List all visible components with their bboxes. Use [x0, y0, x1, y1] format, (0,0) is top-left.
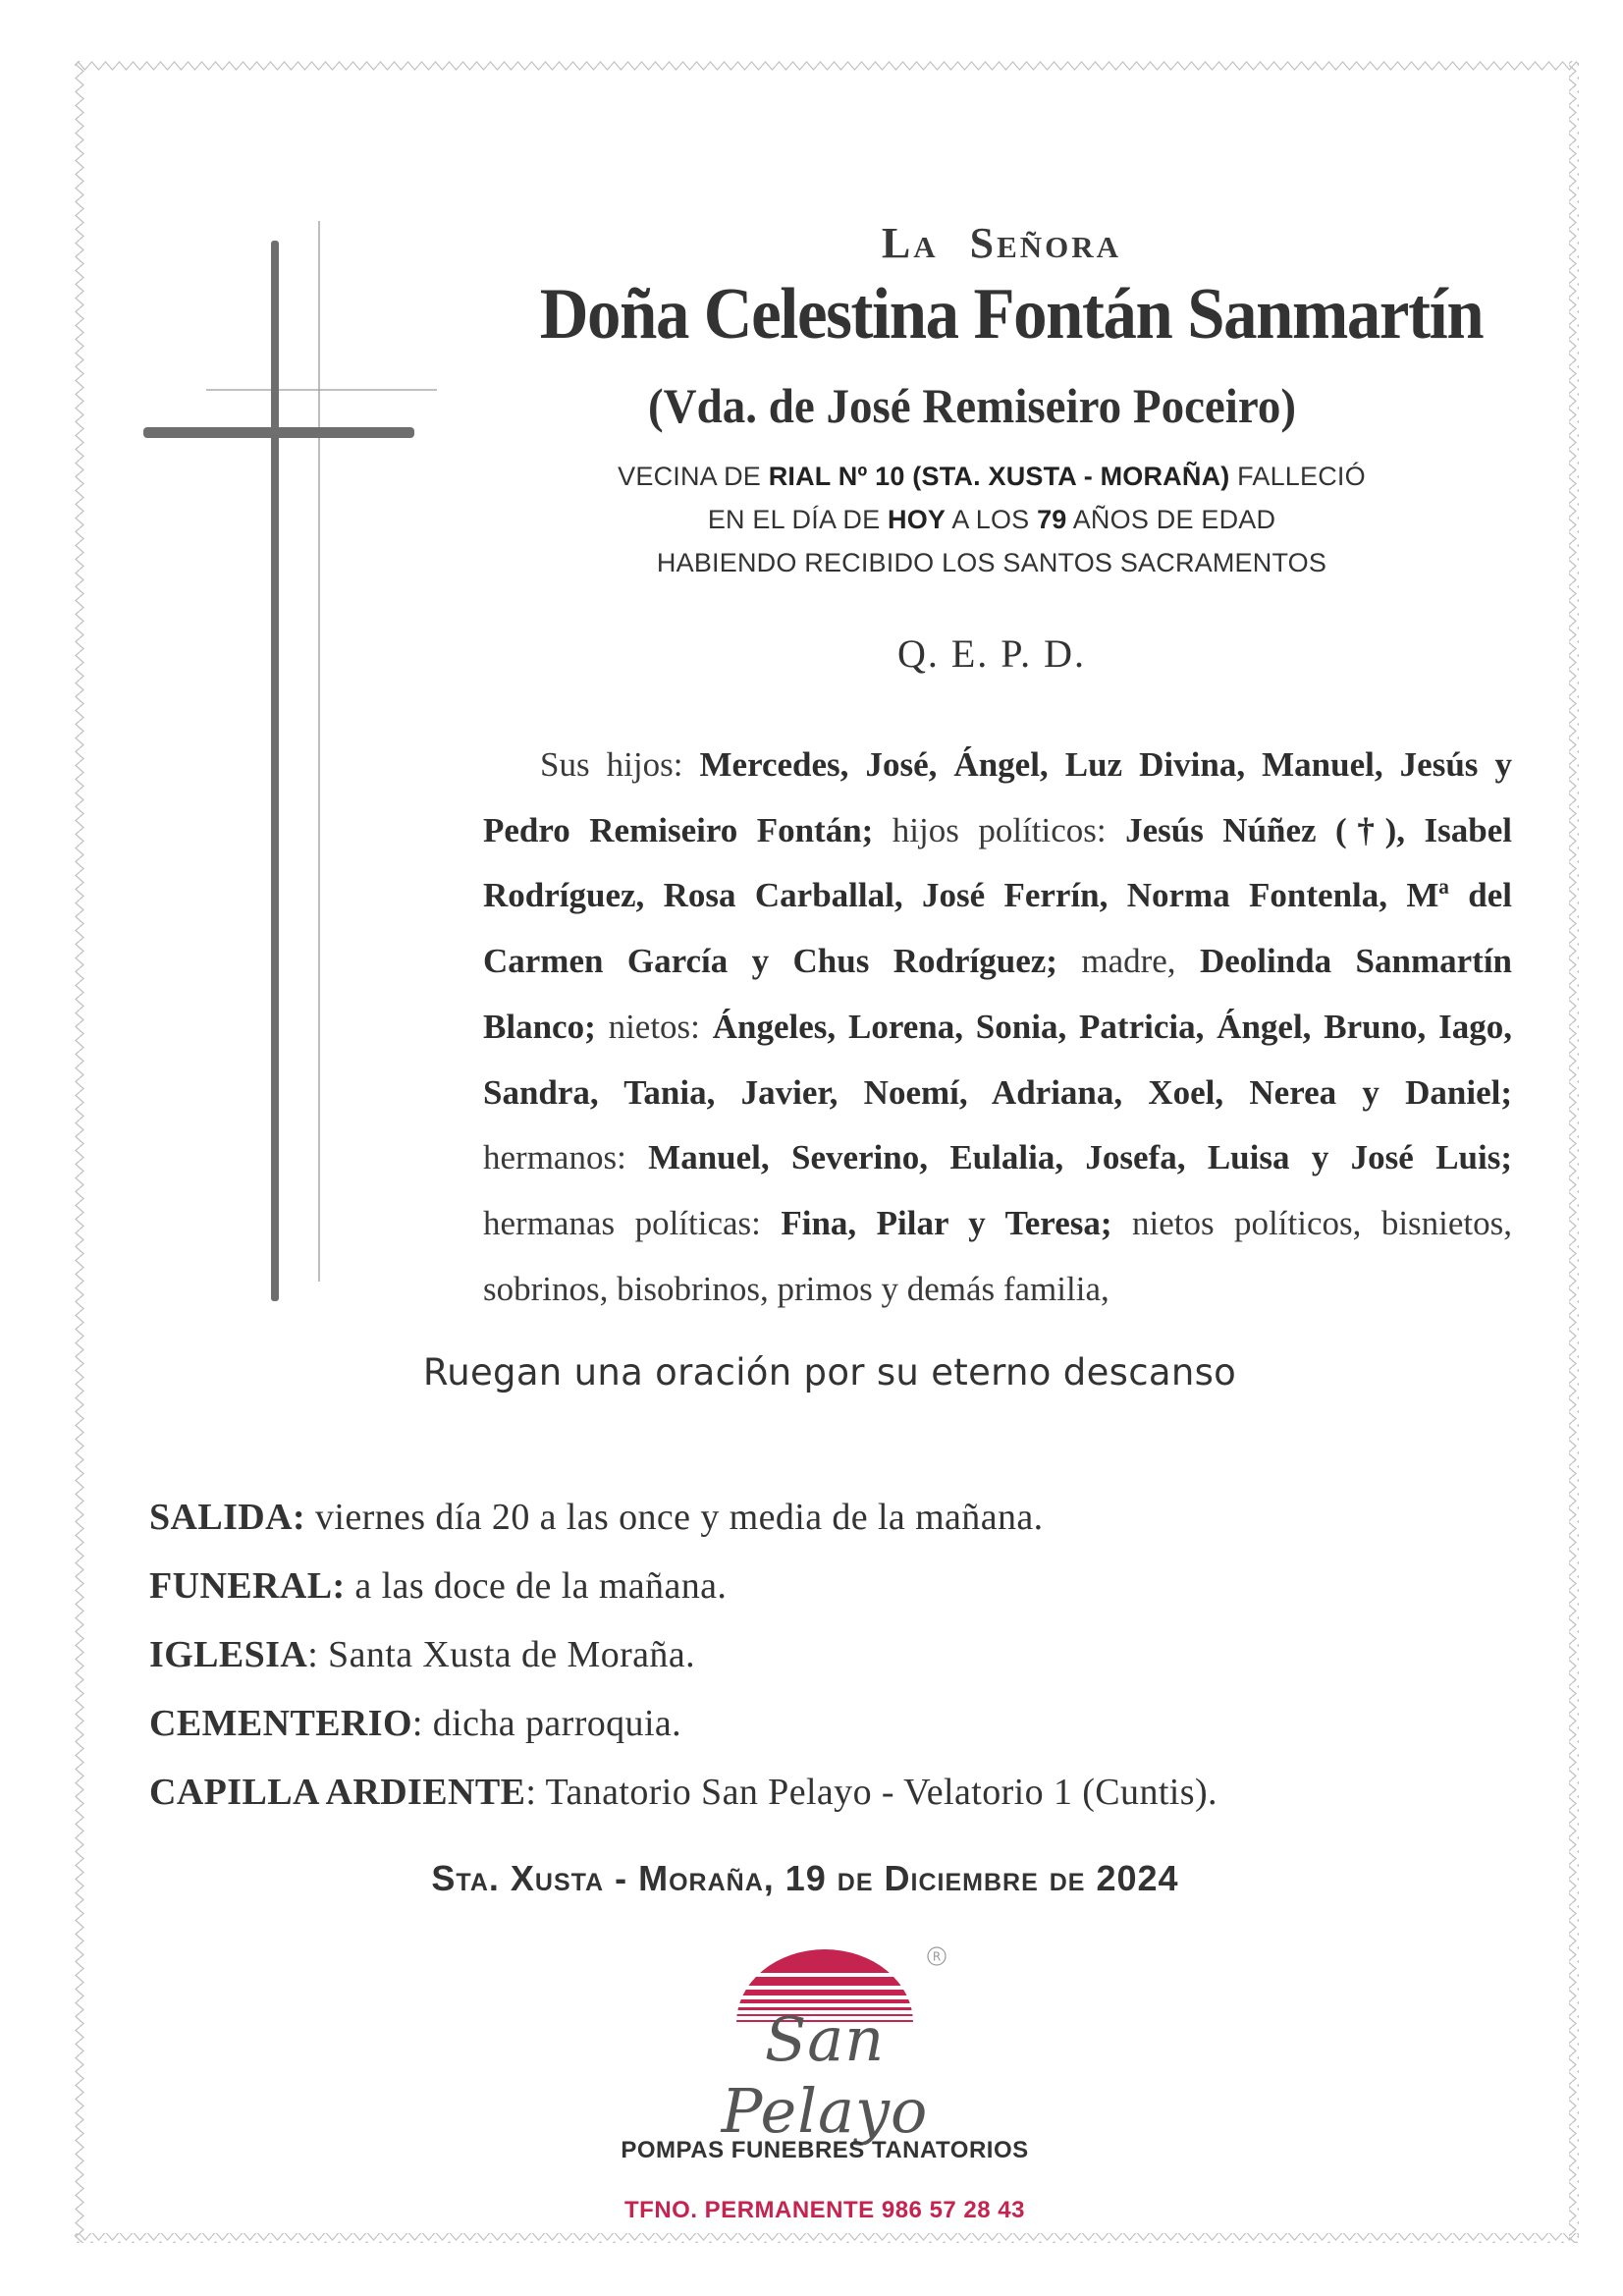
cross-icon [137, 221, 442, 1311]
detail-capilla: CAPILLA ARDIENTE: Tanatorio San Pelayo - Velatorio 1 (Cuntis). [149, 1772, 1217, 1813]
service-details [149, 1483, 1217, 1827]
company-tagline: POMPAS FUNEBRES TANATORIOS [621, 2137, 1029, 2163]
prayer-request: Ruegan una oración por su eterno descanso [422, 1351, 1237, 1394]
pre-title: La Señora [881, 219, 1122, 267]
qepd: Q. E. P. D. [896, 631, 1087, 676]
age-line: EN EL DÍA DE HOY A LOS 79 AÑOS DE EDAD [707, 505, 1276, 534]
place-and-date: Sta. Xusta - Moraña, 19 de Diciembre de 2024 [431, 1858, 1179, 1898]
widow-of: (Vda. de José Remiseiro Poceiro) [647, 378, 1297, 433]
detail-cementerio: CEMENTERIO: dicha parroquia. [149, 1703, 682, 1744]
san-pelayo-logo [668, 1944, 982, 2147]
detail-iglesia: IGLESIA: Santa Xusta de Moraña. [149, 1634, 695, 1675]
detail-funeral: FUNERAL: a las doce de la mañana. [149, 1565, 728, 1607]
family-paragraph: Sus hijos: Mercedes, José, Ángel, Luz Divina, Manuel, Jesús y Pedro Remiseiro Fontán; hijos políticos: Jesús Núñez (†), Isabel Rodríguez, Rosa Carballal, José Ferrín, Norma Fontenla, Mª del Carmen García y Chus Rodríguez; madre, Deolinda Sanmartín Blanco; nietos: Ángeles, Lorena, Sonia, Patricia, Ángel, Bruno, Iago, Sandra, Tania, Javier, Noemí, Adriana, Xoel, Nerea y Daniel; hermanos: Manuel, Severino, Eulalia, Josefa, Luisa y José Luis; hermanas políticas: Fina, Pilar y Teresa; nietos políticos, bisnietos, sobrinos, bisobrinos, primos y demás familia, [483, 745, 1513, 1308]
company-phone: TFNO. PERMANENTE 986 57 28 43 [624, 2197, 1025, 2223]
logo-text: San Pelayo [721, 2003, 929, 2147]
detail-salida: SALIDA: viernes día 20 a las once y media de la mañana. [149, 1497, 1044, 1538]
registered-mark: R [932, 1949, 942, 1964]
sacraments-line: HABIENDO RECIBIDO LOS SANTOS SACRAMENTOS [656, 548, 1327, 577]
residence-line: VECINA DE RIAL Nº 10 (STA. XUSTA - MORAÑA) FALLECIÓ [618, 462, 1366, 491]
deceased-name: Doña Celestina Fontán Sanmartín [539, 274, 1484, 355]
